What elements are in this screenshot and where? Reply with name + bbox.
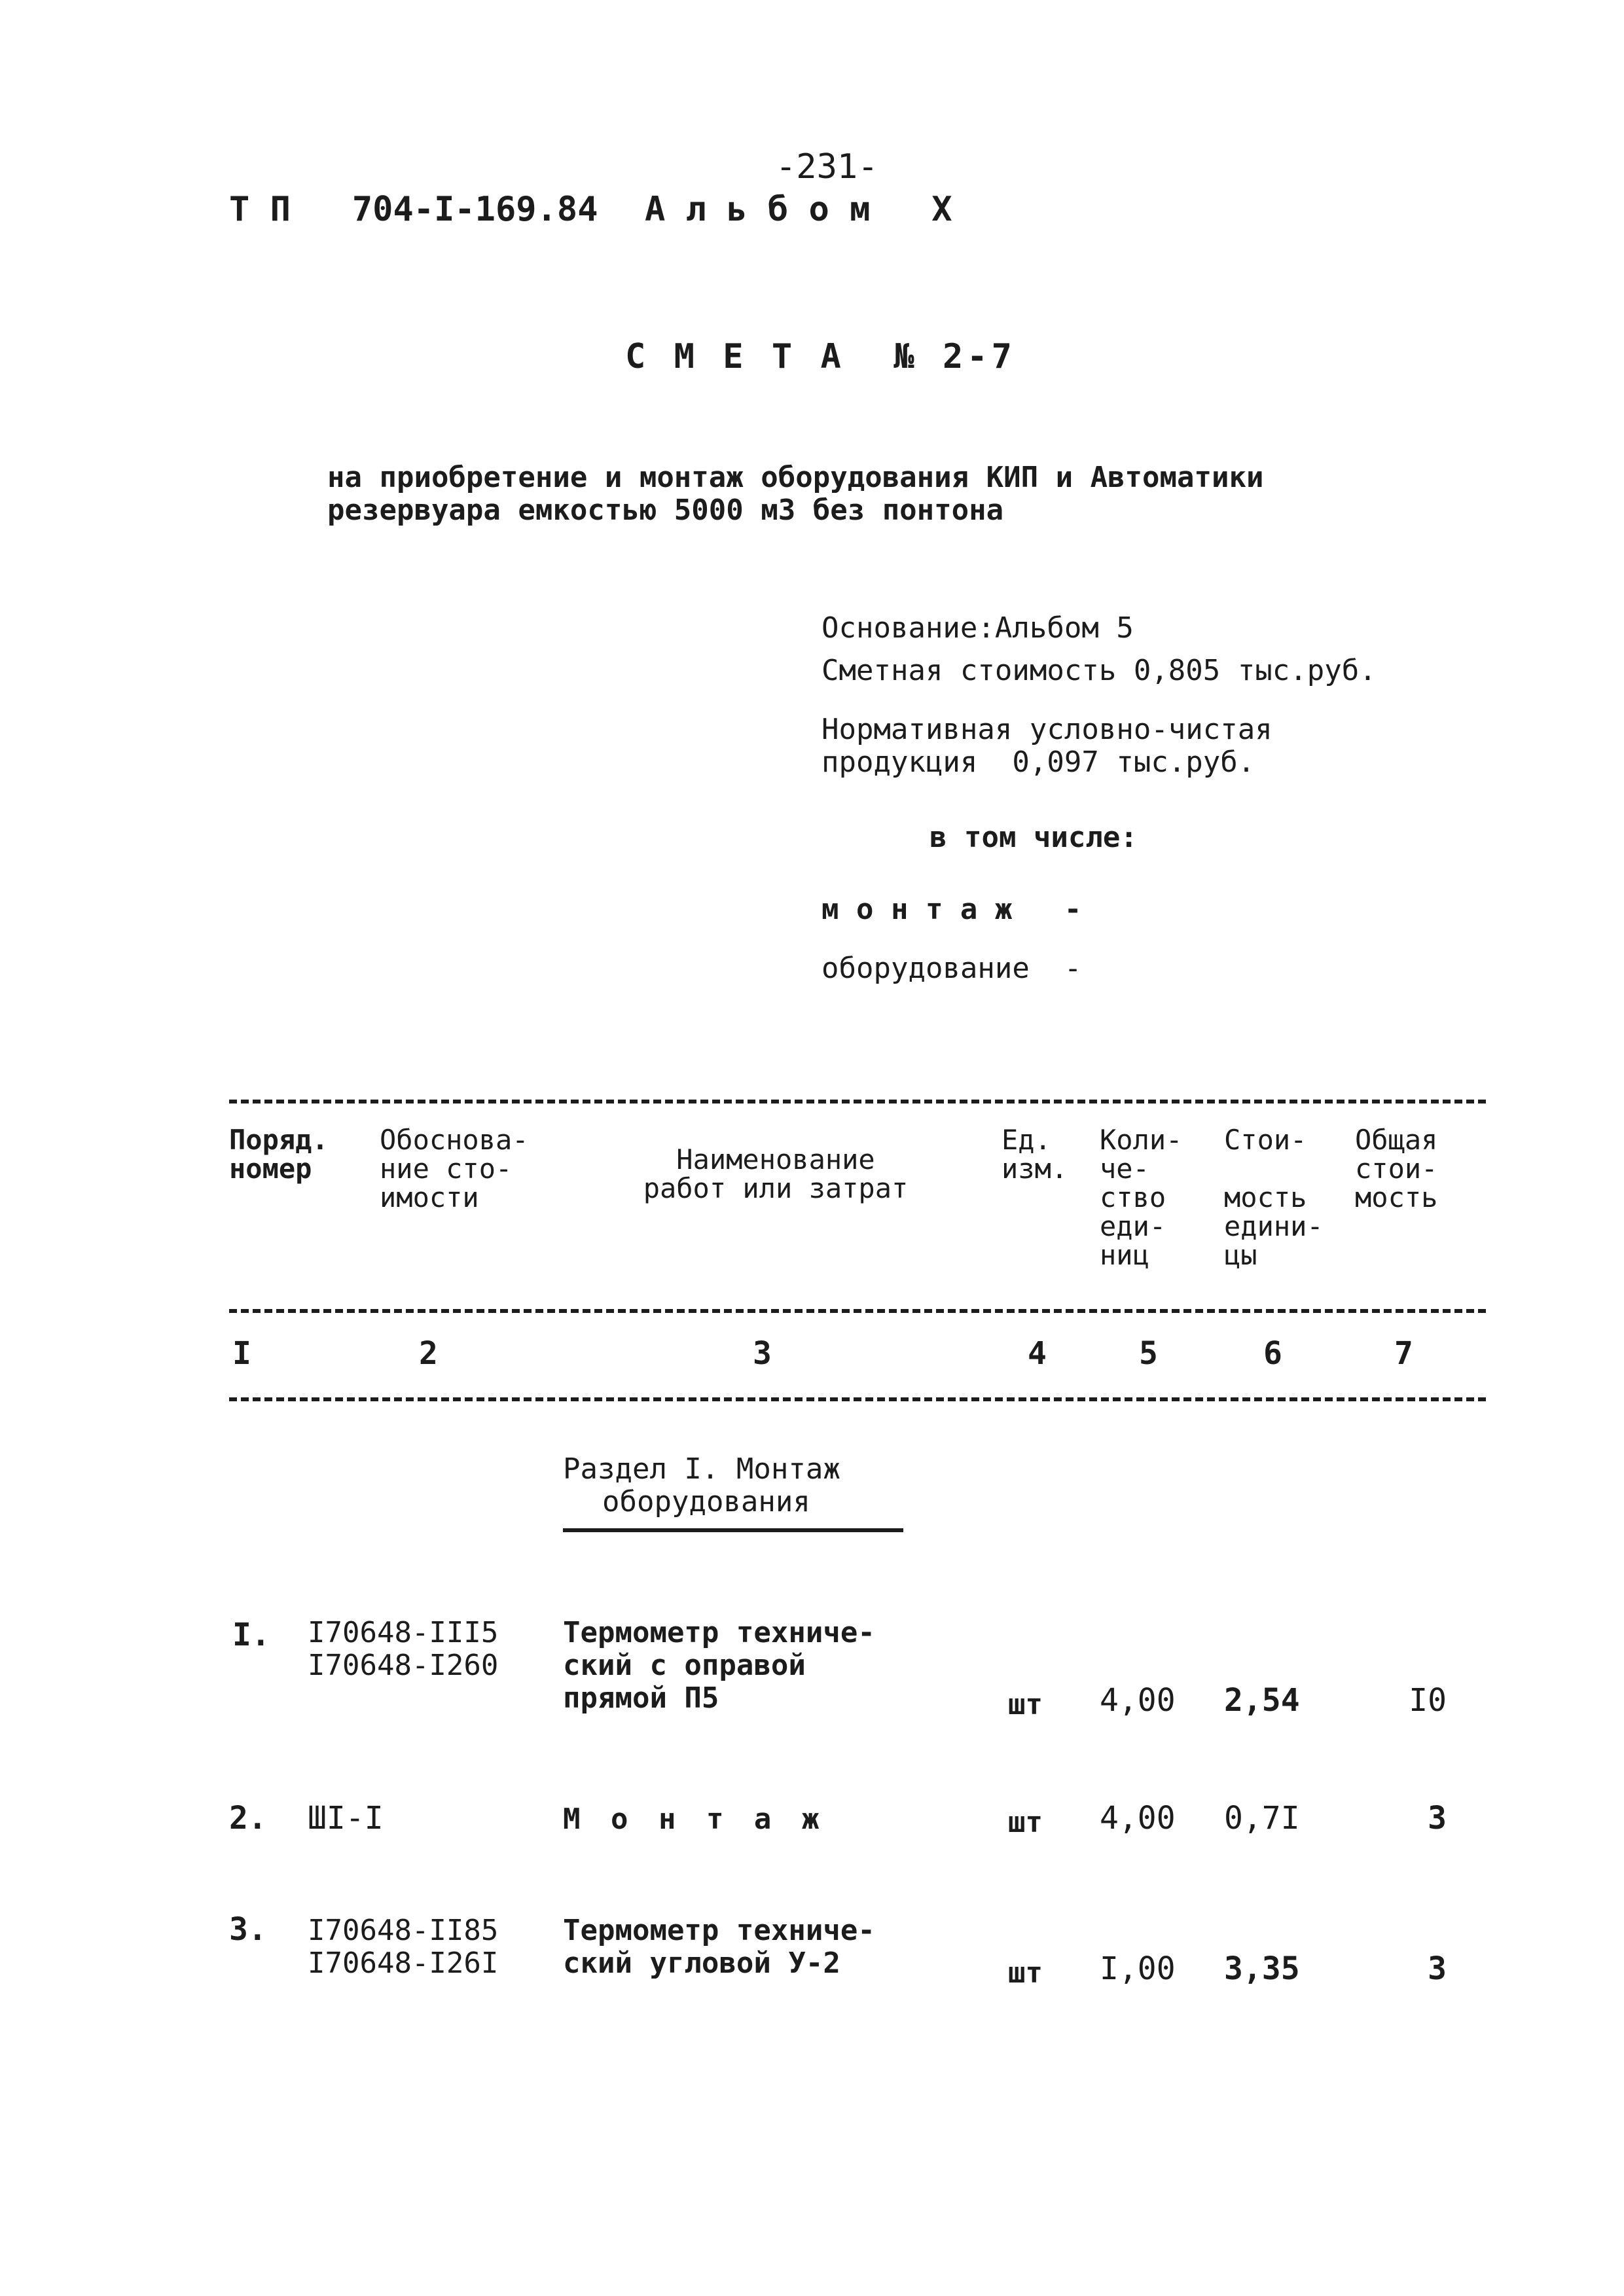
col-header-basis: Обоснова- ние сто- имости (380, 1124, 529, 1213)
col-number-3: 3 (753, 1335, 772, 1372)
row-unit-cost: 3,35 (1224, 1950, 1300, 1987)
col-header-order: Поряд. номер (229, 1124, 329, 1185)
col-header-unit-cost: Стои- мость едини- цы (1224, 1124, 1324, 1271)
row-name-line-2: ский угловой У-2 (563, 1946, 840, 1980)
row-basis-line-1: I70648-III5 (308, 1616, 499, 1649)
subtitle-line-2: резервуара емкостью 5000 м3 без понтона (327, 493, 1004, 527)
row-name-line-1: Термометр техниче- (563, 1914, 875, 1947)
section-title-line-2: оборудования (602, 1485, 810, 1518)
including-label: в том числе: (929, 821, 1138, 854)
row-name-line-1: Термометр техниче- (563, 1616, 875, 1649)
col-number-6: 6 (1263, 1335, 1282, 1372)
col-header-qty: Коли- че- ство еди- ниц (1100, 1124, 1183, 1271)
col-header-unit: Ед. изм. (1001, 1124, 1068, 1185)
row-basis-line-2: I70648-I260 (308, 1649, 499, 1682)
equipment-label: оборудование - (821, 952, 1082, 985)
row-name-line-1: М о н т а ж (563, 1803, 826, 1836)
header-numbers-rule (229, 1309, 1486, 1313)
row-qty: I,00 (1100, 1950, 1176, 1987)
subtitle-line-1: на приобретение и монтаж оборудования КИП и Автоматики (327, 461, 1264, 494)
row-basis-line-2: I70648-I26I (308, 1946, 499, 1980)
row-total: I0 (1409, 1682, 1447, 1719)
row-number: 3. (229, 1911, 267, 1948)
table-top-rule (229, 1100, 1486, 1103)
table-body-rule (229, 1397, 1486, 1401)
row-qty: 4,00 (1100, 1800, 1176, 1837)
col-header-name: Наименование работ или затрат (643, 1143, 909, 1204)
normative-line-1: Нормативная условно-чистая (821, 713, 1272, 746)
row-basis-line-1: ШI-I (308, 1800, 384, 1837)
row-name-line-2: ский с оправой (563, 1649, 806, 1682)
row-number: I. (232, 1617, 270, 1653)
col-number-4: 4 (1028, 1335, 1047, 1372)
row-basis-line-1: I70648-II85 (308, 1914, 499, 1947)
estimated-cost-line: Сметная стоимость 0,805 тыс.руб. (821, 654, 1377, 687)
row-unit: шт (1008, 1956, 1043, 1990)
col-number-7: 7 (1394, 1335, 1413, 1372)
page-number: -231- (776, 147, 878, 187)
row-number: 2. (229, 1800, 267, 1837)
row-total: 3 (1428, 1800, 1447, 1837)
row-unit-cost: 0,7I (1224, 1800, 1300, 1837)
section-title-underline (563, 1528, 903, 1532)
album-label: А л ь б о м Х (645, 190, 952, 229)
mount-label: м о н т а ж - (821, 893, 1082, 926)
row-unit: шт (1008, 1806, 1043, 1839)
row-qty: 4,00 (1100, 1682, 1176, 1719)
basis-line: Основание:Альбом 5 (821, 611, 1134, 645)
col-number-1: I (232, 1335, 251, 1372)
col-number-2: 2 (419, 1335, 438, 1372)
section-title-line-1: Раздел I. Монтаж (563, 1452, 840, 1486)
row-unit: шт (1008, 1688, 1043, 1721)
doc-code: Т П 704-I-169.84 (229, 190, 598, 229)
row-total: 3 (1428, 1950, 1447, 1987)
row-unit-cost: 2,54 (1224, 1682, 1300, 1719)
col-header-total: Общая стои- мость (1355, 1124, 1438, 1213)
document-title: С М Е Т А № 2-7 (625, 337, 1016, 376)
col-number-5: 5 (1139, 1335, 1158, 1372)
normative-line-2: продукция 0,097 тыс.руб. (821, 745, 1255, 779)
row-name-line-3: прямой П5 (563, 1681, 719, 1715)
